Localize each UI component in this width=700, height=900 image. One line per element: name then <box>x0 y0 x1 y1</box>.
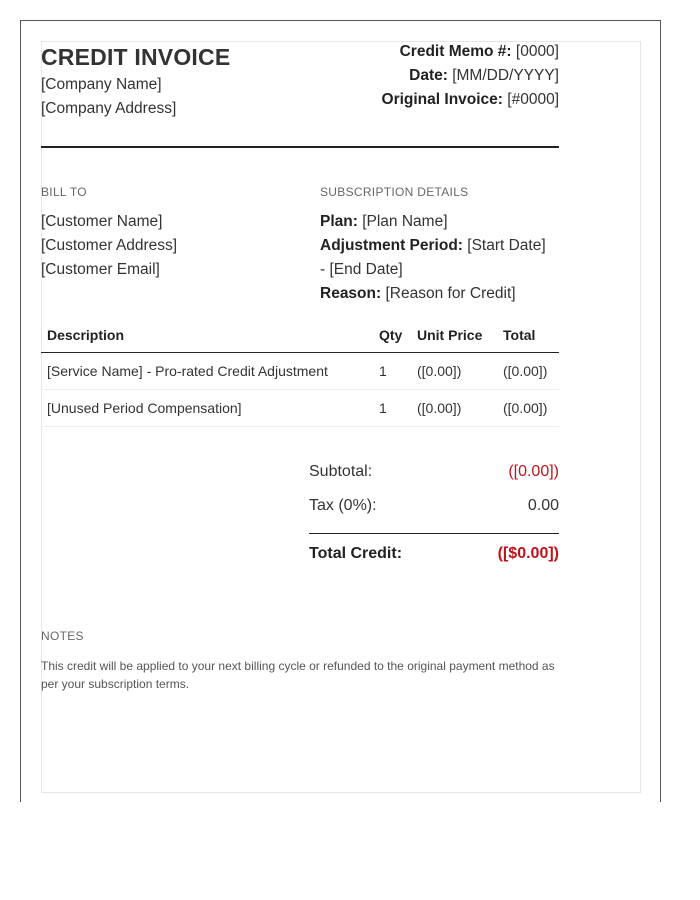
invoice-title: CREDIT INVOICE <box>41 44 231 70</box>
row-description: [Unused Period Compensation] <box>41 390 373 427</box>
company-address: [Company Address] <box>41 100 177 117</box>
totals-divider <box>309 533 559 534</box>
row-total: ([0.00]) <box>497 353 559 390</box>
row-unit-price: ([0.00]) <box>411 353 497 390</box>
notes-block <box>41 629 559 693</box>
credit-memo-line <box>382 40 559 64</box>
plan-line <box>320 210 565 234</box>
bill-to-label: BILL TO <box>41 185 87 199</box>
row-qty: 1 <box>373 390 411 427</box>
total-credit-row <box>309 545 559 579</box>
notes-text: This credit will be applied to your next billing cycle or refunded to the original payment method as per your subscription terms. <box>41 659 555 691</box>
tax-value: 0.00 <box>527 497 559 514</box>
customer-address: [Customer Address] <box>41 237 178 254</box>
subtotal-value: ([0.00]) <box>508 463 559 480</box>
tax-row <box>309 497 559 531</box>
adjustment-period-label: Adjustment Period: <box>320 237 463 254</box>
table-header-row <box>41 318 559 353</box>
reason-label: Reason: <box>320 285 382 302</box>
date-value: [MM/DD/YYYY] <box>452 67 559 84</box>
header-description: Description <box>41 318 373 353</box>
company-name: [Company Name] <box>41 76 162 93</box>
credit-memo-value: [0000] <box>515 43 559 60</box>
customer-name: [Customer Name] <box>41 213 163 230</box>
plan-value: [Plan Name] <box>362 213 448 230</box>
original-invoice-value: [#0000] <box>507 91 559 108</box>
plan-label: Plan: <box>320 213 358 230</box>
original-invoice-line <box>382 88 559 112</box>
table-row <box>41 353 559 390</box>
subtotal-row <box>309 463 559 497</box>
header-total: Total <box>497 318 559 353</box>
original-invoice-label: Original Invoice: <box>381 91 503 108</box>
total-credit-value: ([$0.00]) <box>497 545 559 562</box>
header-qty: Qty <box>373 318 411 353</box>
row-description: [Service Name] - Pro-rated Credit Adjustment <box>41 353 373 390</box>
header-unit-price: Unit Price <box>411 318 497 353</box>
reason-line <box>320 282 565 306</box>
adjustment-period-line <box>320 234 565 258</box>
line-items-table <box>41 318 559 427</box>
credit-memo-label: Credit Memo #: <box>399 43 512 60</box>
date-line <box>382 64 559 88</box>
row-qty: 1 <box>373 353 411 390</box>
subscription-details-block <box>320 180 565 306</box>
row-total: ([0.00]) <box>497 390 559 427</box>
adjustment-period-end: - [End Date] <box>320 261 403 278</box>
invoice-header <box>41 44 559 148</box>
tax-label: Tax (0%): <box>309 497 377 514</box>
reason-value: [Reason for Credit] <box>385 285 516 302</box>
info-section <box>41 148 559 318</box>
bill-to-block <box>41 180 301 282</box>
notes-label: NOTES <box>41 629 84 643</box>
table-row <box>41 390 559 427</box>
totals-block <box>309 463 559 579</box>
adjustment-period-start: [Start Date] <box>467 237 546 254</box>
subtotal-label: Subtotal: <box>309 463 373 480</box>
row-unit-price: ([0.00]) <box>411 390 497 427</box>
date-label: Date: <box>409 67 448 84</box>
customer-email: [Customer Email] <box>41 261 160 278</box>
invoice-content <box>41 44 559 693</box>
total-credit-label: Total Credit: <box>309 545 403 562</box>
memo-block <box>382 40 559 112</box>
subscription-details-label: SUBSCRIPTION DETAILS <box>320 185 469 199</box>
